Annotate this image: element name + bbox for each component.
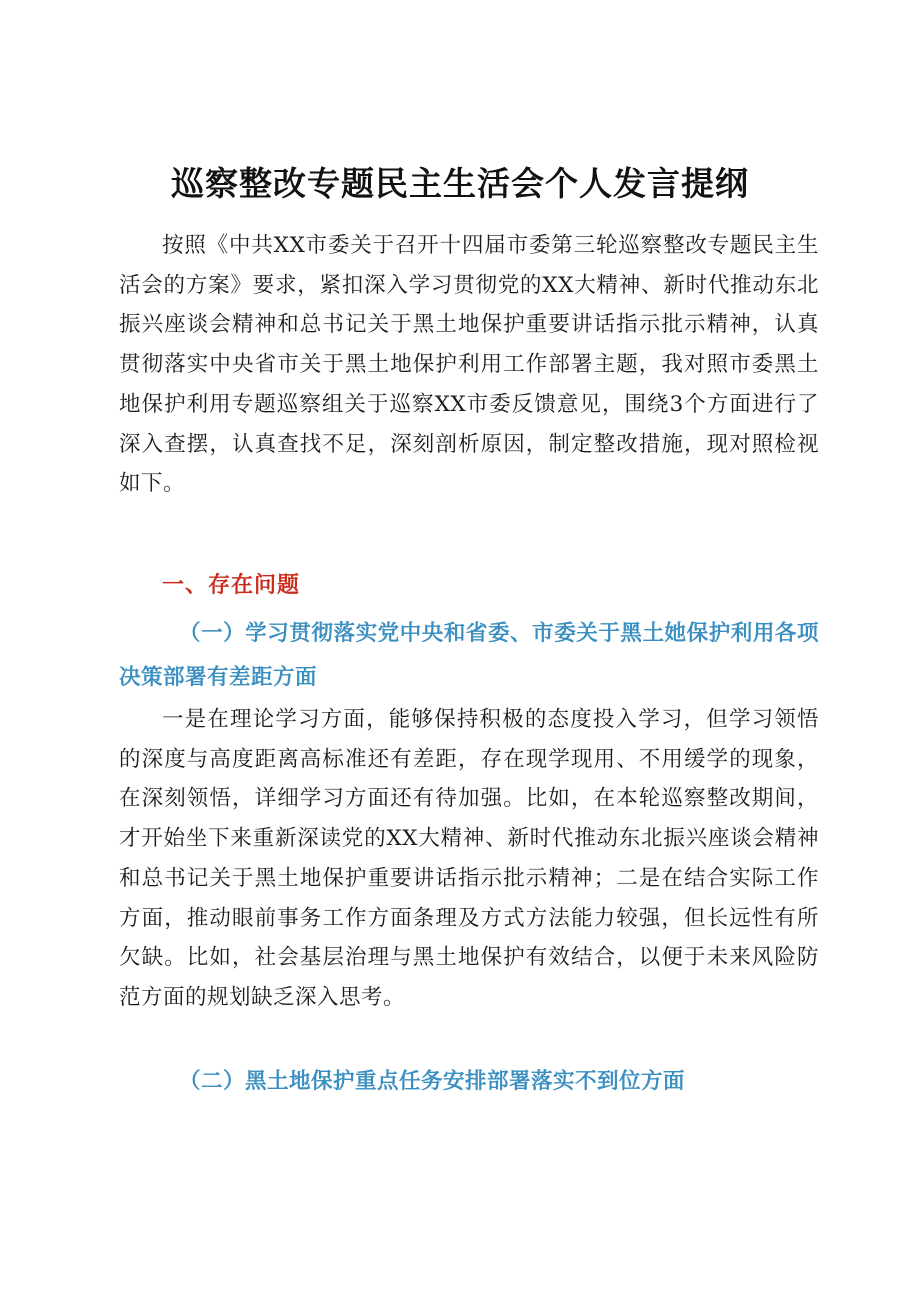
document-title: 巡察整改专题民主生活会个人发言提纲 [171,164,749,203]
subsection-1-paragraph: 一是在理论学习方面，能够保持积极的态度投入学习，但学习领悟的深度与高度距离高标准还有差距，存在现学现用、不用缓学的现象，在深刻领悟，详细学习方面还有待加强。比如，在本轮巡察整改期间，才开始坐下来重新深读党的XX大精神、新时代推动东北振兴座谈会精神和总书记关于黑土地保护重要讲话指示批示精神；二是在结合实际工作方面，推动眼前事务工作方面条理及方式方法能力较强，但长远性有所欠缺。比如，社会基层治理与黑土地保护有效结合，以便于未来风险防范方面的规划缺乏深入思考。 [119,707,819,1010]
section-heading-problems: 一、存在问题 [162,573,301,598]
subsection-heading-2: （二）黑土地保护重点任务安排部署落实不到位方面 [179,1069,686,1094]
intro-paragraph: 按照《中共XX市委关于召开十四届市委第三轮巡察整改专题民主生活会的方案》要求，紧扣深入学习贯彻党的XX大精神、新时代推动东北振兴座谈会精神和总书记关于黑土地保护重要讲话指示批示精神，认真贯彻落实中央省市关于黑土地保护利用工作部署主题，我对照市委黑土地保护利用专题巡察组关于巡察XX市委反馈意见，围绕3个方面进行了深入查摆，认真查找不足，深刻剖析原因，制定整改措施，现对照检视如下。 [119,233,819,497]
subsection-heading-1: （一）学习贯彻落实党中央和省委、市委关于黑土她保护利用各项决策部署有差距方面 [119,621,819,690]
